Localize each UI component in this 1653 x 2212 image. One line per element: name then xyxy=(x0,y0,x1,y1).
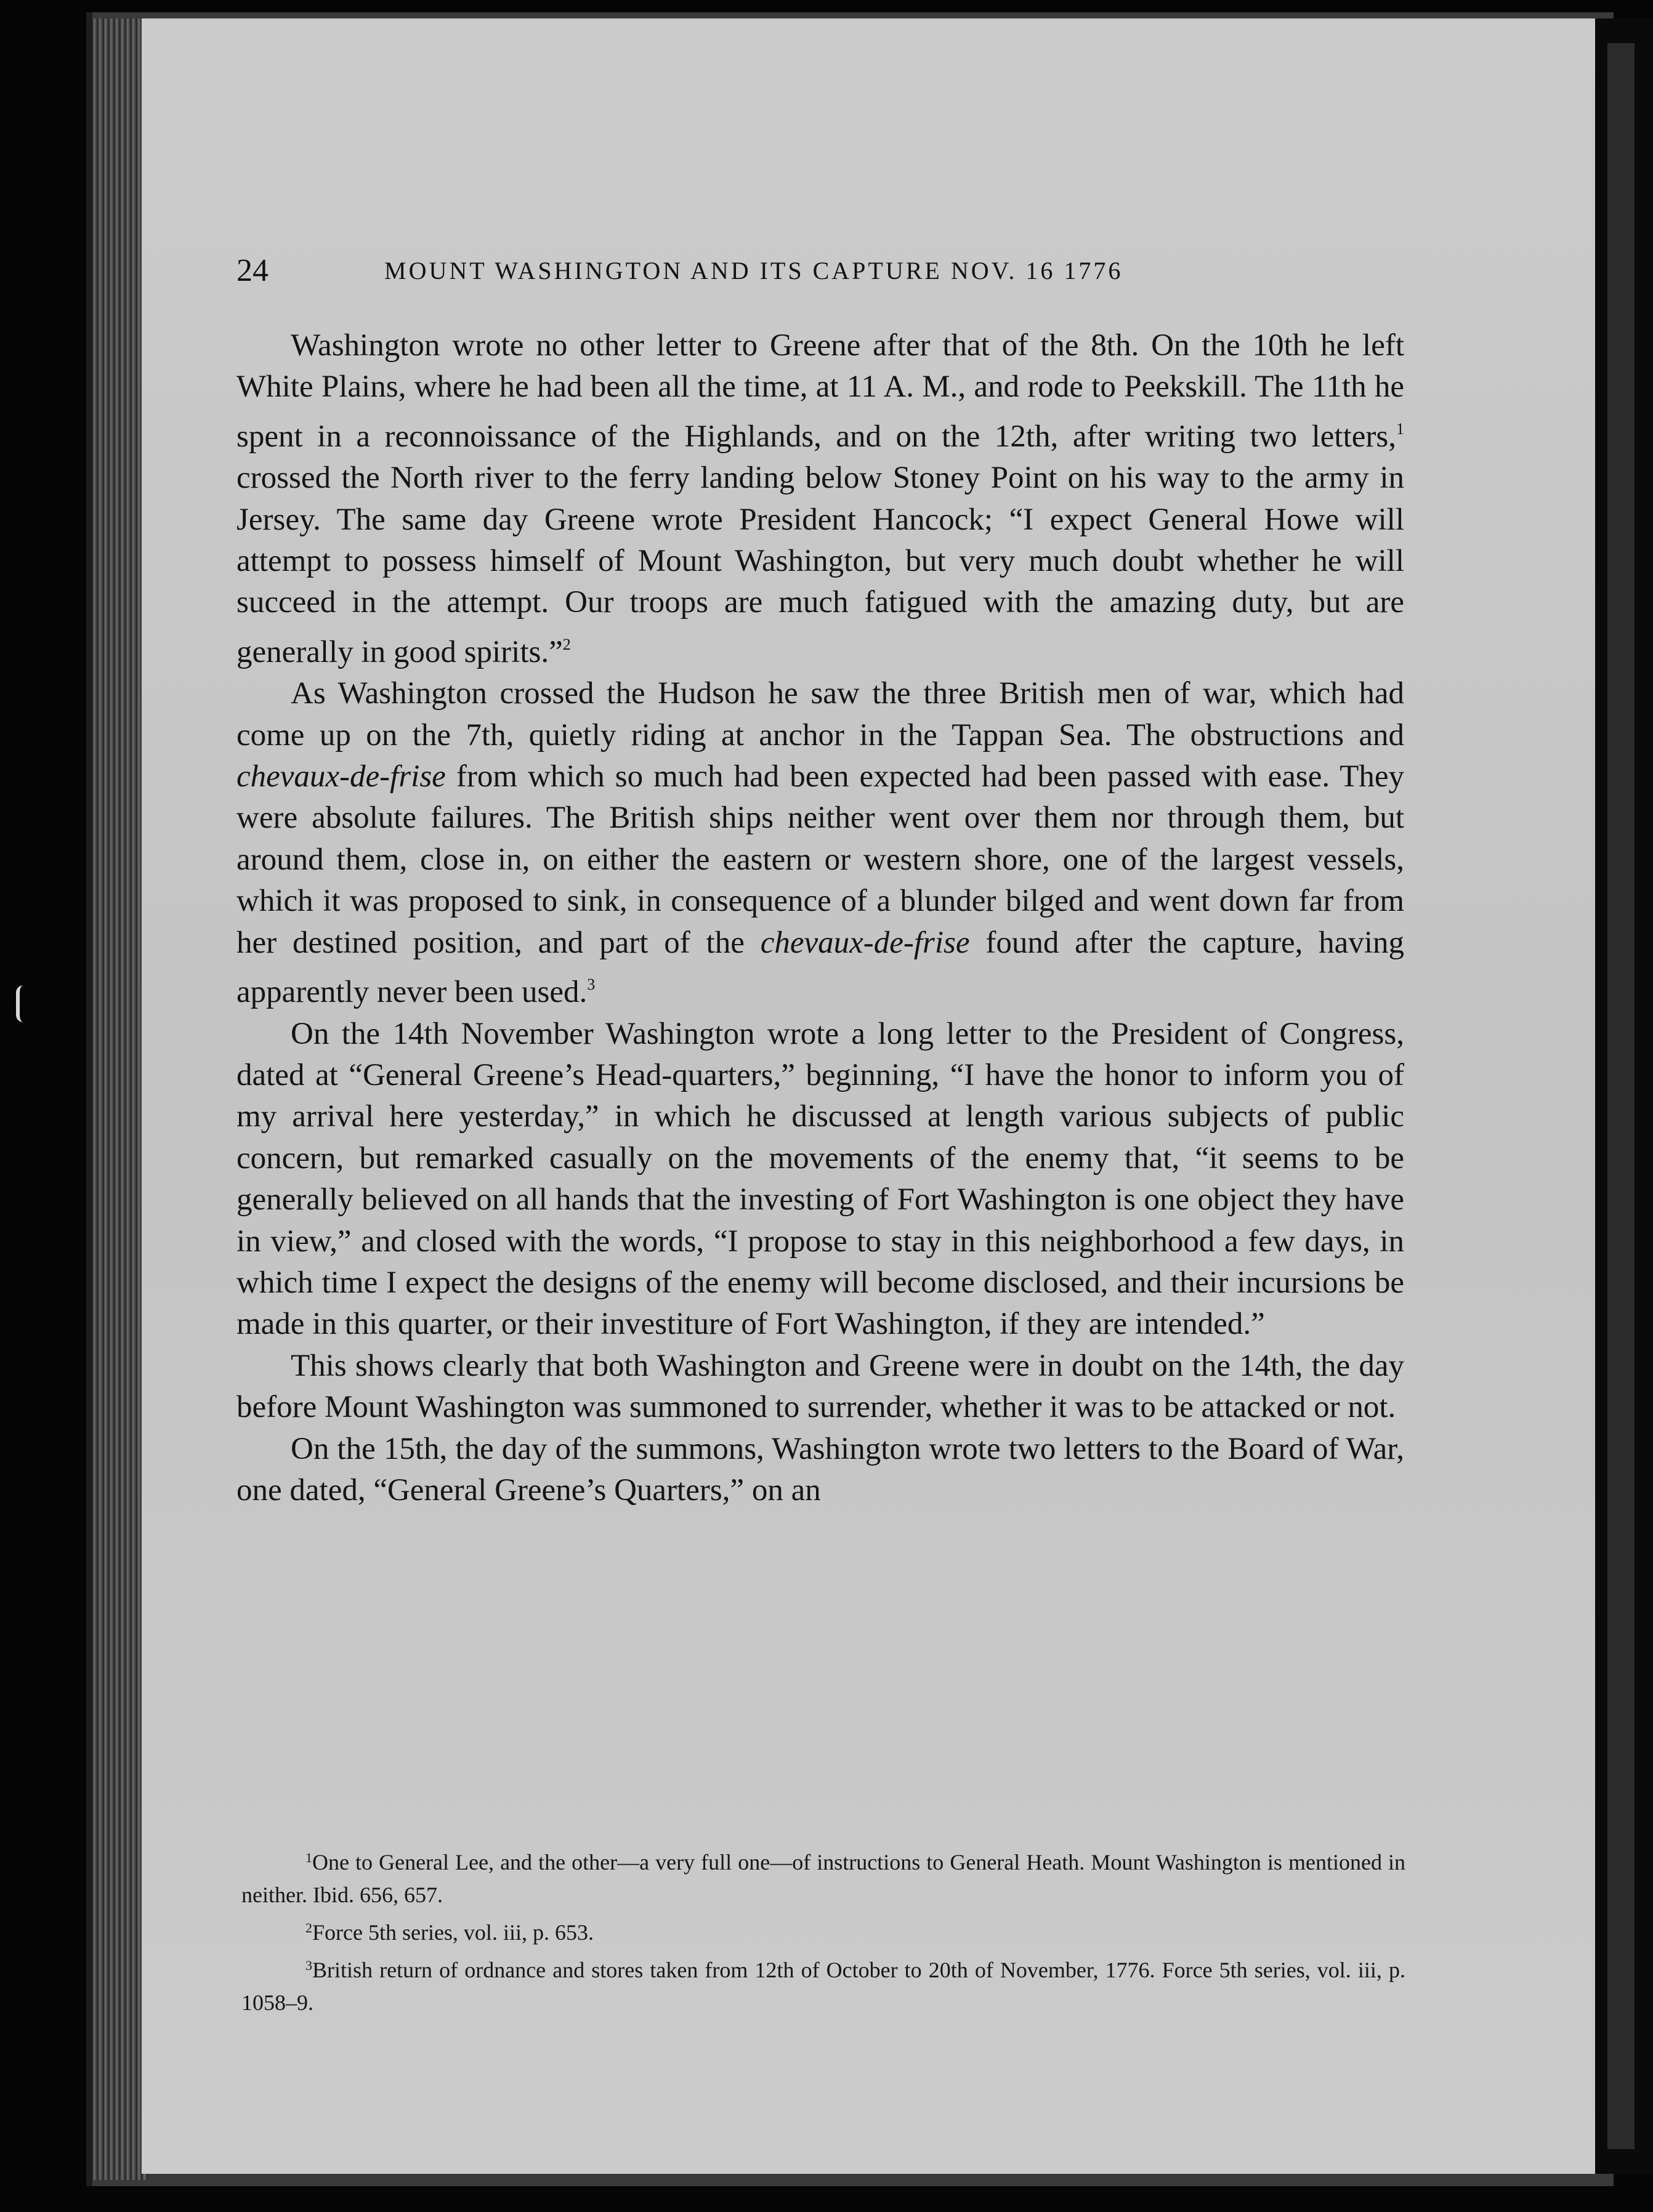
footnote-2 xyxy=(241,1911,1405,1949)
footnote-3 xyxy=(241,1949,1405,2019)
paragraph-3: On the 14th November Washington wrote a long letter to the President of Congress, dated at “General Greene’s Head-quarters,” beginning, “I have the honor to inform you of my arrival here yesterday,” in which he discussed at length various subjects of public concern, but remarked casually on the movements of the enemy that, “it seems to be generally believed on all hands that the investing of Fort Washington is one object they have in view,” and closed with the words, “I propose to stay in this neighborhood a few days, in which time I expect the designs of the enemy will become disclosed, and their incursions be made in this quarter, or their investiture of Fort Washington, if they are intended.” xyxy=(236,1016,1404,1342)
italic-term: chevaux-de-frise xyxy=(760,925,970,960)
footnote-ref: 3 xyxy=(587,975,596,994)
footnote-ref: 1 xyxy=(1396,419,1404,438)
footnote-text: Force 5th series, vol. iii, p. 653. xyxy=(312,1920,594,1945)
footnote-mark: 1 xyxy=(305,1850,312,1865)
paragraph-text: As Washington crossed the Hudson he saw the three British men of war, which had come up on the 7th, quietly riding at anchor in the Tappan Sea. The obstructions and xyxy=(236,676,1404,753)
scan-margin-mark xyxy=(16,985,31,1022)
footnote-text: One to General Lee, and the other—a very full one—of instructions to General Heath. Mount Washington is mentioned in neither. Ibid. 656, 657. xyxy=(241,1850,1405,1907)
footnote-ref: 2 xyxy=(562,635,571,653)
paragraph-text: crossed the North river to the ferry landing below Stoney Point on his way to the army in Jersey. The same day Greene wrote President Hancock; “I expect General Howe will attempt to possess himself of Mount Washington, but very much doubt whether he will succeed in the attempt. Our troops are much fatigued with the amazing duty, but are generally in good spirits.” xyxy=(236,461,1404,669)
book-binding-edge xyxy=(1595,18,1653,2174)
paragraph-5: On the 15th, the day of the summons, Washington wrote two letters to the Board of War, one dated, “General Greene’s Quarters,” on an xyxy=(236,1431,1404,1508)
paragraph-text: from which so much had been expected had been passed with ease. They were absolute failures. The British ships neither went over them nor through them, but around them, close in, on either the eastern or western shore, one of the largest vessels, which it was proposed to sink, in consequence of a blunder bilged and went down far from her destined position, and part of the xyxy=(236,759,1404,960)
paragraph-text: Washington wrote no other letter to Greene after that of the 8th. On the 10th he left White Plains, where he had been all the time, at 11 A. M., and rode to Peekskill. The 11th he spent in a reconnoissance of the Highlands, and on the 12th, after writing two letters, xyxy=(236,328,1404,454)
page-edges xyxy=(92,18,148,2180)
body-text xyxy=(236,325,1404,1511)
footnote-text: British return of ordnance and stores taken from 12th of October to 20th of November, 1776. Force 5th series, vol. iii, p. 1058–9. xyxy=(241,1958,1405,2015)
footnotes xyxy=(241,1841,1405,2019)
italic-term: chevaux-de-frise xyxy=(236,759,446,794)
footnote-mark: 3 xyxy=(305,1958,312,1973)
running-head xyxy=(236,246,1271,296)
paragraph-4: This shows clearly that both Washington and Greene were in doubt on the 14th, the day before Mount Washington was summoned to surrender, whether it was to be attacked or not. xyxy=(236,1348,1404,1425)
running-title: MOUNT WASHINGTON AND ITS CAPTURE NOV. 16 1776 xyxy=(384,257,1123,285)
footnote-1 xyxy=(241,1841,1405,1911)
page-number: 24 xyxy=(236,253,269,288)
footnote-mark: 2 xyxy=(305,1920,312,1936)
paragraph-1 xyxy=(236,325,1404,673)
paragraph-text: found after the capture, having apparently never been used. xyxy=(236,925,1404,1010)
paragraph-2 xyxy=(236,673,1404,1013)
